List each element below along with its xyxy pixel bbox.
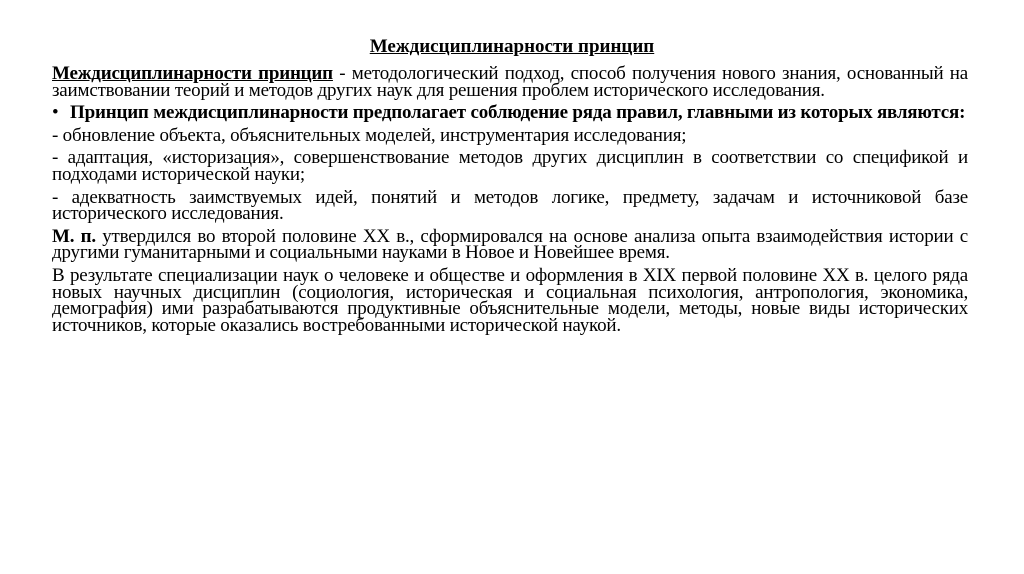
definition-term: Междисциплинарности принцип (52, 63, 333, 84)
definition-paragraph (52, 63, 968, 101)
history-abbr: М. п. (52, 225, 96, 247)
rule-1: - обновление объекта, объяснительных моделей, инструментария исследования; (52, 124, 687, 146)
slide-title-text: Междисциплинарности принцип (369, 36, 655, 57)
rule-3: - адекватность заимствуемых идей, понятий и методов логике, предмету, задачам и источниковой базе исторического исследования. (52, 186, 968, 225)
bullet-text: Принцип междисциплинарности предполагает соблюдение ряда правил, главными из которых являются: (70, 102, 966, 124)
history-paragraph (52, 225, 968, 264)
slide-title (0, 36, 1024, 58)
result-paragraph: В результате специализации наук о человеке и обществе и оформления в XIX первой половине XX в. целого ряда новых научных дисциплин (социология, историческая и социальная психология, антропология, экономика, демография) ими разрабатываются продуктивные объяснительные модели, методы, новые виды исторических источников, которые оказались востребованными исторической наукой. (52, 264, 968, 336)
definition-text: - методологический подход, способ получения нового знания, основанный на заимствовании теорий и методов других наук для решения проблем исторического исследования. (52, 63, 968, 101)
bullet-mark: • (52, 102, 59, 124)
bullet-item (52, 102, 968, 124)
rule-2: - адаптация, «историзация», совершенствование методов других дисциплин в соответствии со спецификой и подходами исторической науки; (52, 147, 968, 185)
slide-content (52, 63, 968, 340)
history-text: утвердился во второй половине XX в., сформировался на основе анализа опыта взаимодействия истории с другими гуманитарными и социальными науками в Новое и Новейшее время. (52, 225, 968, 264)
